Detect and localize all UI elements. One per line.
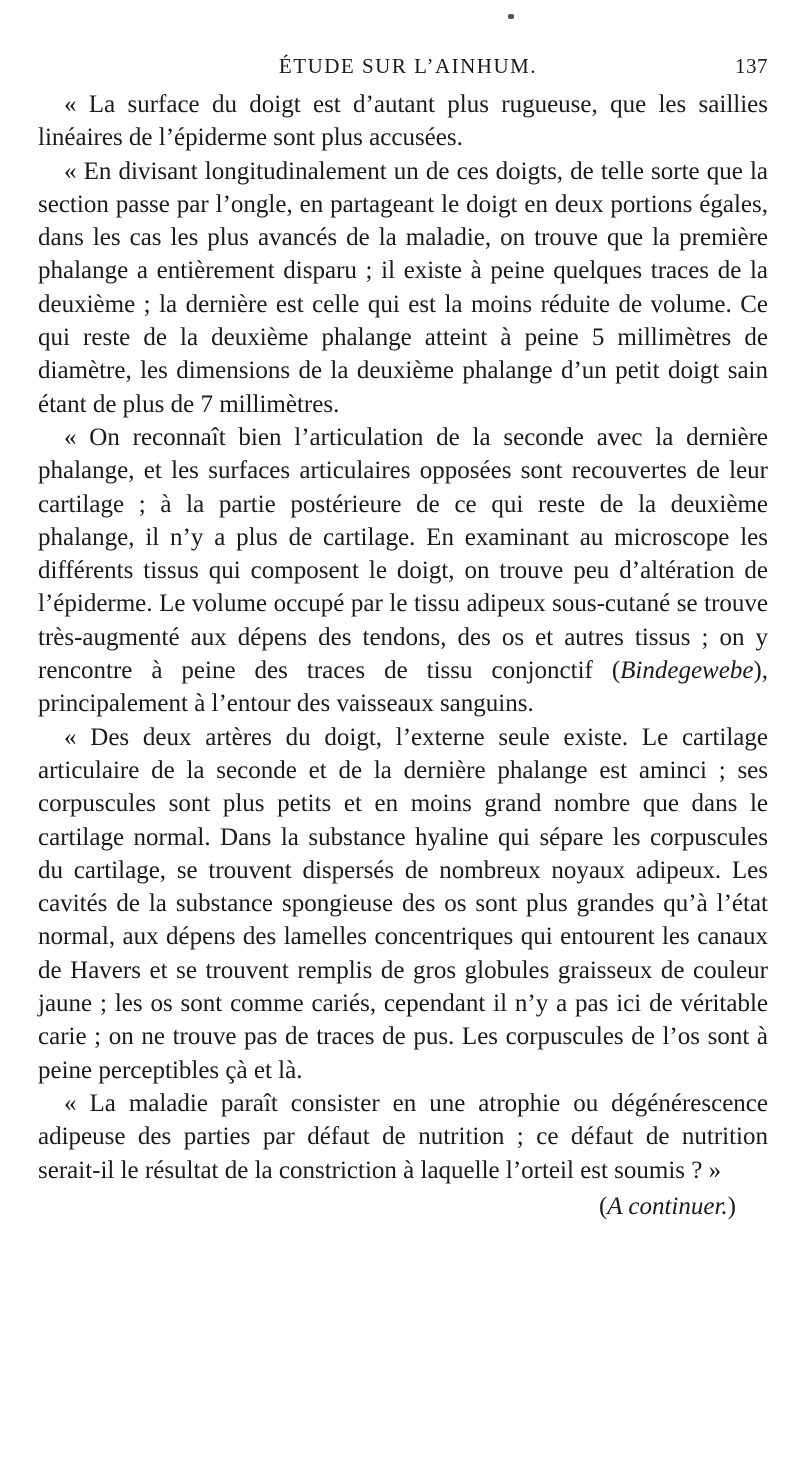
paragraph-text: « On reconnaît bien l’articulation de la seconde avec la dernière phalange, et les surfaces articulaires opposées sont recouvertes de leur cartilage ; à la partie postérieure de ce qui reste de la deuxième phalange, il n’y a plus de cartilage. En examinant au microscope les différents tissus qui composent le doigt, on trouve peu d’altération de l’épiderme. Le volume occupé par le tissu adipeux sous-cutané se trouve très-augmenté aux dépens des tendons, des os et autres tissus ; on y rencontre à peine des traces de tissu conjonctif ( xyxy=(38,423,768,685)
close-paren: ) xyxy=(727,1192,736,1220)
book-page xyxy=(38,54,768,1223)
paragraph-articulation xyxy=(38,421,768,721)
paragraph-section: « En divisant longitudinalement un de ces doigts, de telle sorte que la section passe par l’ongle, en partageant le doigt en deux portions égales, dans les cas les plus avancés de la maladie, on trouve que la première phalange a entièrement disparu ; il existe à peine quelques traces de la deuxième ; la dernière est celle qui est la moins réduite de volume. Ce qui reste de la deuxième phalange atteint à peine 5 millimètres de diamètre, les dimensions de la deuxième phalange d’un petit doigt sain étant de plus de 7 millimètres. xyxy=(38,157,768,418)
running-head xyxy=(38,54,768,88)
paragraph-surface: « La surface du doigt est d’autant plus rugueuse, que les saillies linéaires de l’épiderme sont plus accusées. xyxy=(38,91,768,152)
paragraph-text: ), principalement à l’entour des vaisseaux sanguins. xyxy=(38,657,768,718)
body-text xyxy=(38,88,768,1187)
running-title: ÉTUDE SUR L’AINHUM. xyxy=(278,54,538,78)
print-speck xyxy=(508,14,514,19)
page-number: 137 xyxy=(735,54,768,78)
open-paren: ( xyxy=(598,1192,608,1220)
paragraph-arteries: « Des deux artères du doigt, l’externe seule existe. Le cartilage articulaire de la seconde et de la dernière phalange est aminci ; ses corpuscules sont plus petits et en moins grand nombre que dans le cartilage normal. Dans la substance hyaline qui sépare les corpuscules du cartilage, se trouvent dispersés de nombreux noyaux adipeux. Les cavités de la substance spongieuse des os sont plus grandes qu’à l’état normal, aux dépens des lamelles concentriques qui entourent les canaux de Havers et se trouvent remplis de gros globules graisseux de couleur jaune ; les os sont comme cariés, cependant il n’y a pas ici de véritable carie ; on ne trouve pas de traces de pus. Les corpuscules de l’os sont à peine perceptibles çà et là. xyxy=(38,723,768,1084)
german-term: Bindegewebe xyxy=(620,657,754,685)
to-be-continued xyxy=(38,1190,768,1223)
paragraph-conclusion: « La maladie paraît consister en une atrophie ou dégénérescence adipeuse des parties par défaut de nutrition ; ce défaut de nutrition serait-il le résultat de la constriction à laquelle l’orteil est soumis ? » xyxy=(38,1089,768,1184)
continuation-note: A continuer. xyxy=(607,1192,728,1220)
